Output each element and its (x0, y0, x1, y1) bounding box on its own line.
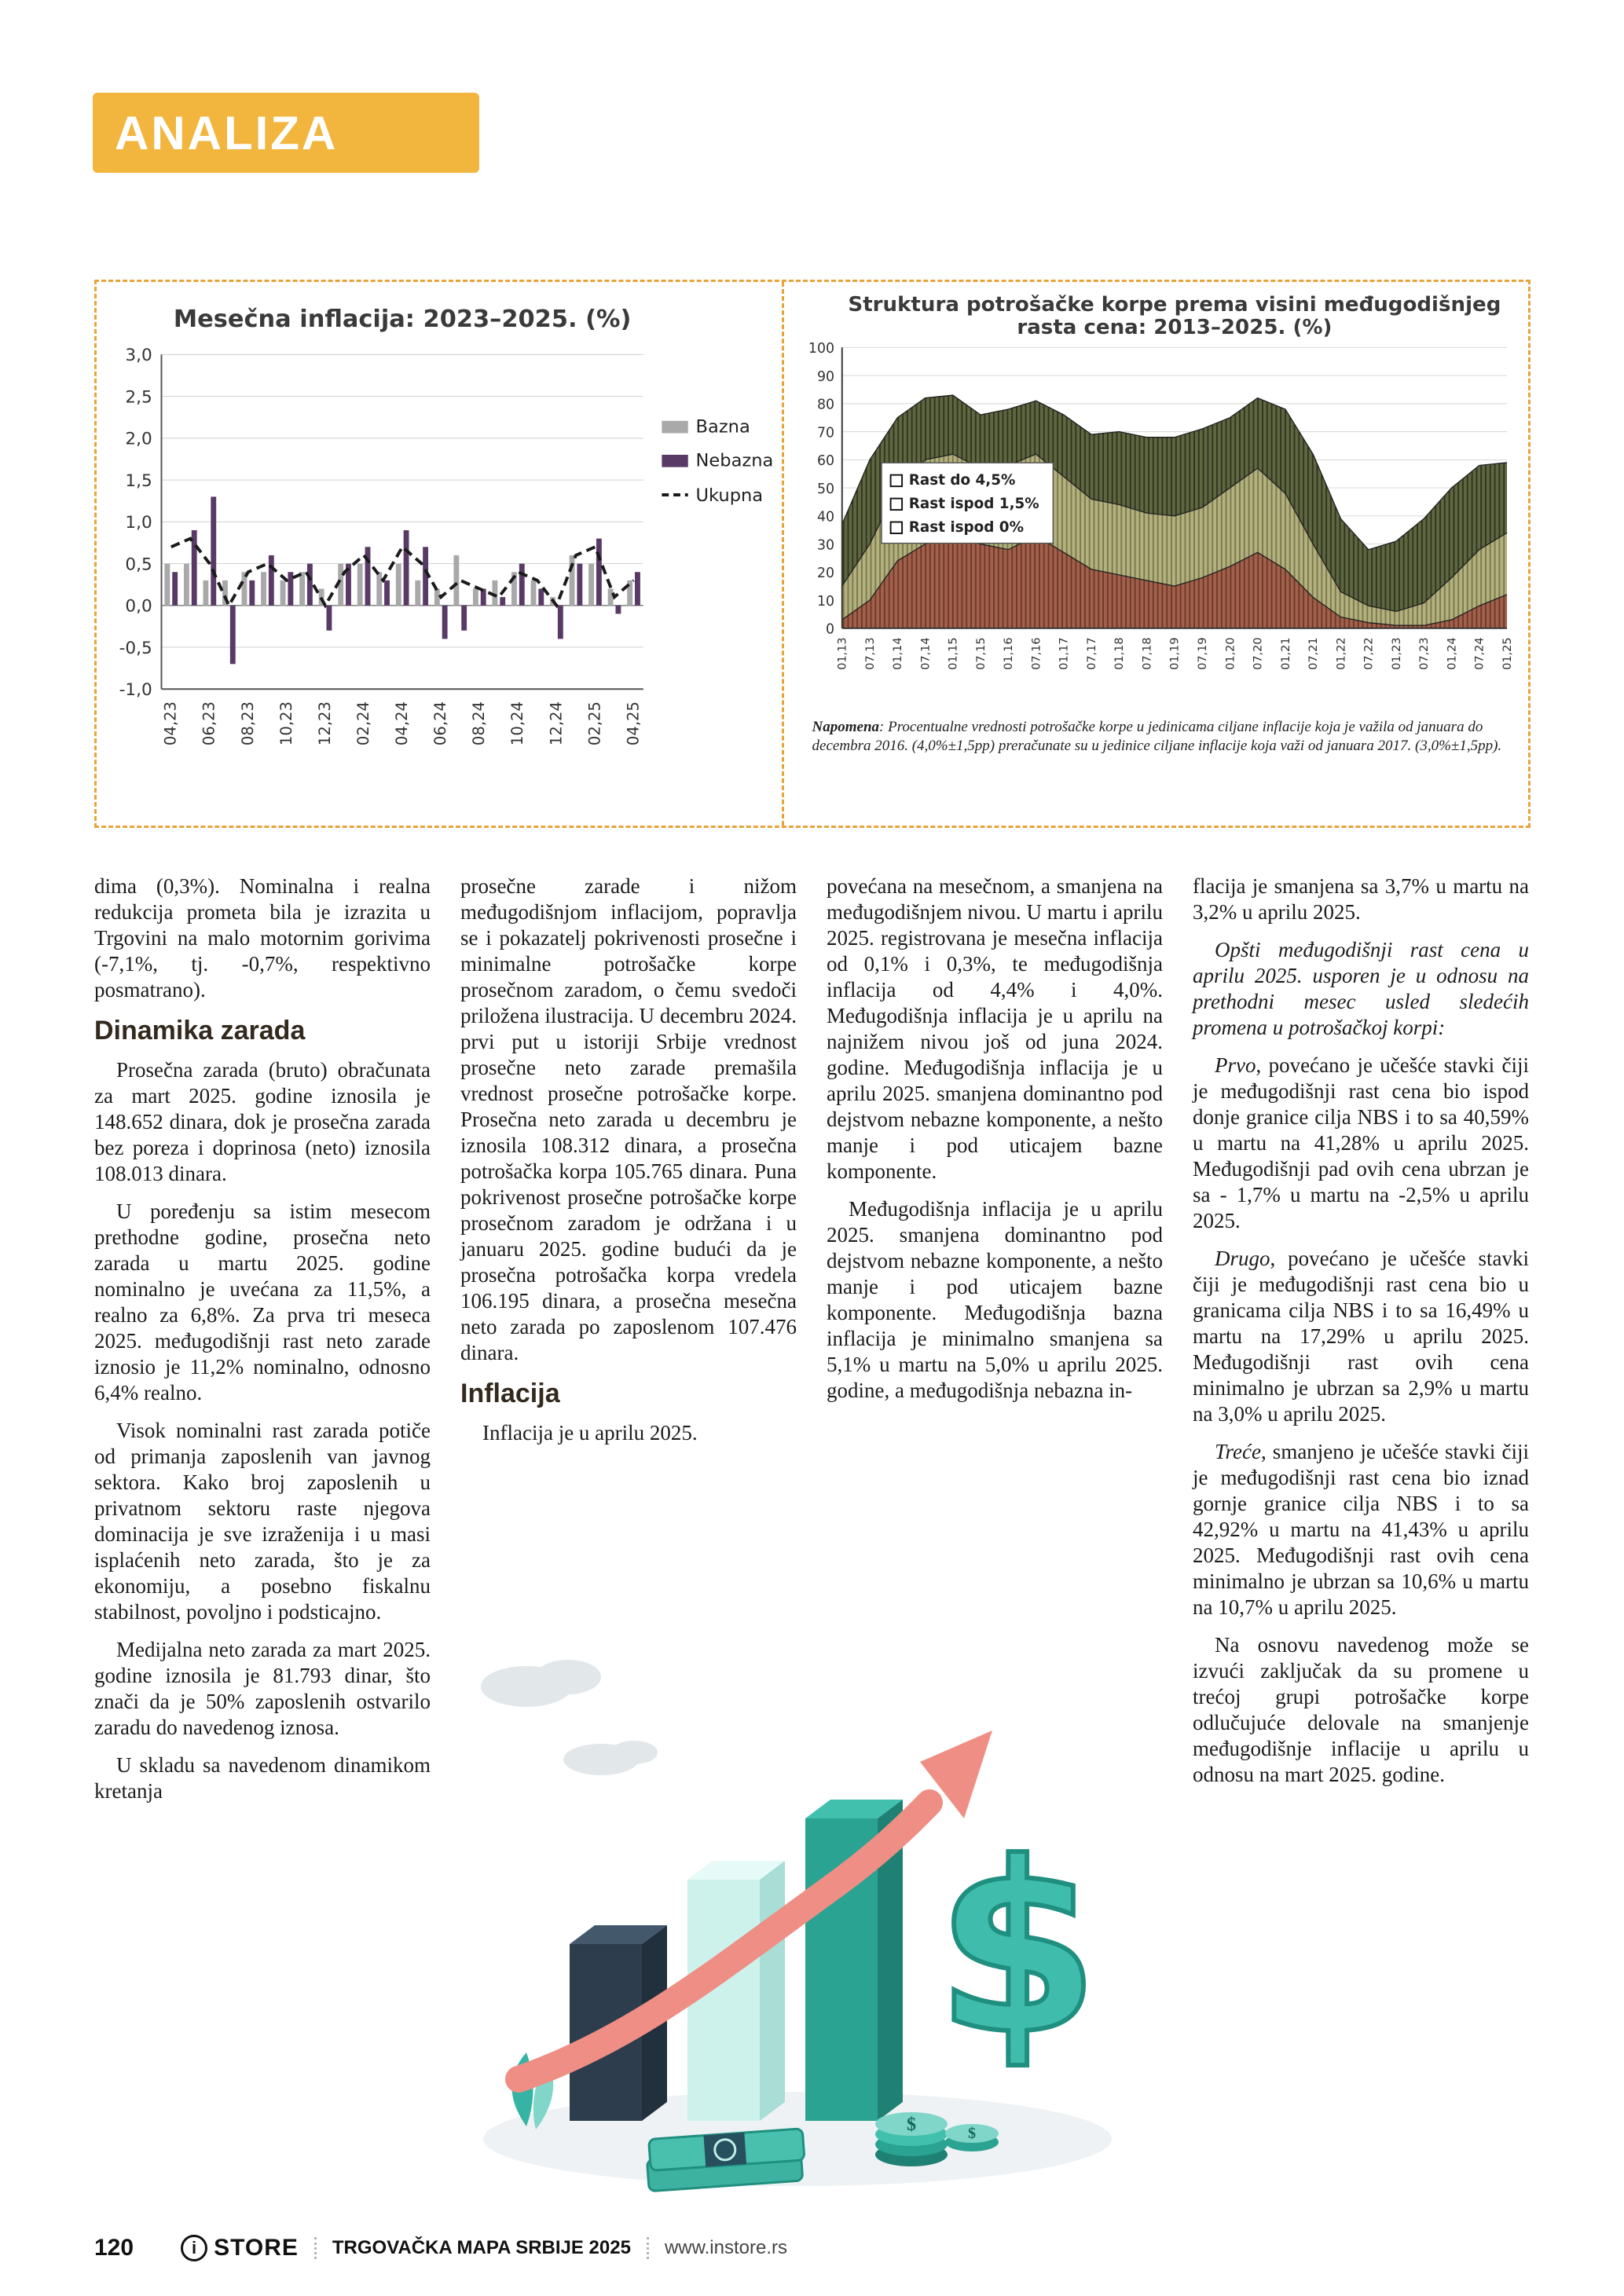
svg-text:07,23: 07,23 (1417, 637, 1431, 670)
svg-text:50: 50 (816, 481, 834, 497)
svg-text:60: 60 (816, 453, 834, 470)
svg-text:Struktura potrošačke korpe pr: Struktura potrošačke korpe prema visini međugodišnjeg (847, 292, 1501, 317)
svg-text:06,24: 06,24 (431, 701, 450, 746)
paragraph-text: , povećano je učešće stavki čiji je međugodišnji rast cena bio u granicama cilja NBS i to sa 16,49% u martu na 17,29% u aprilu 2025. Međugodišnji rast ovih cena minimalno je ubrzan sa 2,9% u martu na 3,0% u aprilu 2025. (1193, 1247, 1529, 1426)
page-title: ANALIZA (115, 106, 339, 159)
svg-text:100: 100 (808, 341, 834, 357)
paragraph-text: Treće (1215, 1440, 1261, 1463)
svg-text:30: 30 (816, 537, 834, 554)
svg-text:70: 70 (816, 425, 834, 441)
svg-text:-1,0: -1,0 (119, 680, 152, 701)
section-band (93, 93, 479, 173)
section-heading: Inflacija (460, 1379, 560, 1408)
paragraph-text: Opšti međugodišnji rast cena u aprilu 2025. usporen je u odnosu na prethodni mesec usled sledećih promena u potrošačkoj korpi: (1193, 938, 1529, 1039)
paragraph (94, 1752, 431, 1804)
svg-text:07,18: 07,18 (1141, 637, 1154, 670)
svg-text:07,15: 07,15 (974, 637, 988, 670)
svg-text:08,23: 08,23 (238, 701, 257, 746)
paragraph (1193, 937, 1529, 1041)
svg-text:01,24: 01,24 (1445, 637, 1458, 670)
svg-text:01,20: 01,20 (1223, 637, 1237, 670)
svg-text:2,5: 2,5 (125, 387, 152, 408)
footer-divider (314, 2237, 317, 2259)
svg-text:01,15: 01,15 (947, 637, 960, 670)
paragraph (460, 873, 797, 1366)
svg-text:07,21: 07,21 (1307, 637, 1320, 670)
page-footer (94, 2229, 1531, 2267)
footer-divider (647, 2237, 649, 2259)
paragraph-text: Međugodišnja inflacija je u aprilu 2025. smanjena dominantno pod dejstvom nebazne komponente, a nešto manje i pod uticajem bazne komponente. Međugodišnja bazna inflacija je minimalno smanjena sa 5,1% u martu na 5,0% u aprilu 2025. godine, a međugodišnja nebazna in- (827, 1197, 1163, 1402)
svg-text:10,24: 10,24 (508, 701, 527, 746)
cloud-icon (481, 1660, 658, 1775)
paragraph (1193, 1632, 1529, 1788)
svg-text:07,17: 07,17 (1085, 637, 1098, 670)
paragraph-text: povećana na mesečnom, a smanjena na međugodišnjem nivou. U martu i aprilu 2025. registrovana je mesečna inflacija od 0,1% i 0,3%, te međugodišnja inflacija od 4,4% i 4,0%. Međugodišnja inflacija je u aprilu na najnižem nivou još od juna 2024. godine. Međugodišnja inflacija je u aprilu 2025. smanjena dominantno pod dejstvom nebazne komponente, a nešto manje i pod uticajem bazne komponente. (827, 874, 1163, 1183)
chart-note (792, 713, 1520, 756)
svg-text:07,19: 07,19 (1196, 637, 1209, 670)
paragraph (827, 873, 1163, 1185)
paragraph-text: Na osnovu navedenog može se izvući zaključak da su promene u trećoj grupi potrošačke korpe odlučujuće delovale na smanjenje međugodišnje inflacije u aprilu u odnosu na mart 2025. godine. (1193, 1633, 1529, 1786)
paragraph (1193, 1439, 1529, 1620)
svg-text:07,13: 07,13 (863, 637, 877, 670)
paragraph-text: Visok nominalni rast zarada potiče od primanja zaposlenih van javnog sektora. Kako broj zaposlenih u privatnom sektoru raste njegova dominacija je sve izraženija i u masi isplaćenih neto zarada, što je za ekonomiju, a posebno fiskalnu stabilnost, povoljno i podsticajno. (94, 1419, 431, 1624)
financial-growth-illustration (452, 1630, 1143, 2203)
svg-text:07,22: 07,22 (1362, 637, 1376, 670)
paragraph-text: dima (0,3%). Nominalna i realna redukcija prometa bila je izrazita u Trgovini na malo motornim gorivima (-7,1%, tj. -0,7%, respektivno posmatrano). (94, 874, 431, 1002)
svg-text:08,24: 08,24 (470, 701, 489, 746)
paragraph (94, 1418, 431, 1625)
svg-text:07,24: 07,24 (1473, 637, 1487, 670)
svg-text:Nebazna: Nebazna (695, 450, 774, 471)
svg-text:90: 90 (816, 368, 834, 385)
svg-text:Rast ispod 0%: Rast ispod 0% (908, 519, 1024, 536)
dollar-sign-icon: $ (935, 1812, 1100, 2086)
monthly-inflation-chart (100, 288, 779, 789)
svg-text:$: $ (968, 2125, 976, 2142)
svg-text:0,0: 0,0 (125, 596, 152, 617)
article-column (1193, 873, 1529, 2209)
svg-text:07,20: 07,20 (1252, 637, 1265, 670)
paragraph-text: Inflacija je u aprilu 2025. (482, 1421, 698, 1445)
paragraph-text: Drugo (1215, 1247, 1270, 1270)
svg-text:02,24: 02,24 (354, 701, 372, 746)
footer-website-link[interactable]: www.instore.rs (664, 2237, 787, 2258)
basket-structure-chart-container (784, 282, 1528, 826)
instore-logo (181, 2235, 299, 2261)
svg-text:rasta cena: 2013–2025. (%): rasta cena: 2013–2025. (%) (1016, 315, 1332, 339)
svg-text:07,14: 07,14 (918, 637, 932, 670)
section-heading: Dinamika zarada (94, 1016, 306, 1045)
svg-text:06,23: 06,23 (200, 701, 218, 746)
svg-text:01,23: 01,23 (1390, 637, 1403, 670)
paragraph-text: Medijalna neto zarada za mart 2025. godine iznosila je 81.793 dinar, što znači da je 50% zaposlenih ostvarilo zaradu do navedenog iznosa. (94, 1638, 431, 1739)
svg-text:12,23: 12,23 (315, 701, 334, 746)
paragraph-text: prosečne zarade i nižom međugodišnjom inflacijom, popravlja se i pokazatelj pokrivenosti prosečne i minimalne potrošačke korpe prosečnom zaradom, o čemu svedoči priložena ilustracija. U decembru 2024. prvi put u istoriji Srbije vrednost prosečne neto zarade premašila vrednost prosečne potrošačke korpe. Prosečna neto zarada u decembru je iznosila 108.312 dinara, a prosečna potrošačka korpa 105.765 dinara. Puna pokrivenost prosečne potrošačke korpe prosečnom zaradom je održana i u januaru 2025. godine budući da je prosečna potrošačka korpa vredela 106.195 dinara, a prosečna mesečna neto zarada po zaposlenom 107.476 dinara. (460, 874, 797, 1364)
paragraph-text: Prosečna zarada (bruto) obračunata za mart 2025. godine iznosila je 148.652 dinara, dok je prosečna zarada bez poreza i doprinosa (neto) iznosila 108.013 dinara. (94, 1058, 431, 1185)
paragraph-text: flacija je smanjena sa 3,7% u martu na 3,2% u aprilu 2025. (1193, 874, 1529, 924)
paragraph (94, 873, 431, 1003)
paragraph (1193, 873, 1529, 925)
svg-text:10,23: 10,23 (277, 701, 295, 746)
paragraph (94, 1199, 431, 1406)
footer-section-title: TRGOVAČKA MAPA SRBIJE 2025 (332, 2237, 631, 2258)
basket-structure-chart (792, 288, 1520, 713)
svg-text:01,22: 01,22 (1334, 637, 1347, 670)
svg-text:01,19: 01,19 (1168, 637, 1182, 670)
svg-text:04,24: 04,24 (393, 701, 412, 746)
svg-text:12,24: 12,24 (547, 701, 566, 746)
paragraph-text: U poređenju sa istim mesecom prethodne godine, prosečna neto zarada u martu 2025. godine nominalno je uvećana za 11,5%, a realno za 6,8%. Za prva tri meseca 2025. međugodišnji rast neto zarade iznosio je 11,2% nominalno, odnosno 6,4% realno. (94, 1199, 431, 1404)
svg-text:1,0: 1,0 (125, 513, 152, 533)
svg-text:04,23: 04,23 (161, 701, 180, 746)
svg-text:20: 20 (816, 566, 834, 582)
svg-text:3,0: 3,0 (125, 346, 152, 366)
svg-text:02,25: 02,25 (585, 701, 604, 746)
svg-text:Mesečna inflacija: 2023–2025.: Mesečna inflacija: 2023–2025. (%) (173, 306, 632, 334)
page-number: 120 (94, 2235, 134, 2261)
svg-text:2,0: 2,0 (125, 429, 152, 449)
svg-text:80: 80 (816, 397, 834, 413)
svg-text:Bazna: Bazna (695, 416, 750, 438)
svg-text:0: 0 (825, 621, 834, 638)
svg-text:01,14: 01,14 (891, 637, 904, 670)
chart-note-label: Napomena (812, 719, 880, 735)
paragraph (1193, 1246, 1529, 1427)
monthly-inflation-chart-container (97, 282, 784, 826)
article-column (94, 873, 431, 2209)
charts-panel (94, 280, 1531, 828)
paragraph-text: U skladu sa navedenom dinamikom kretanja (94, 1753, 431, 1803)
svg-text:01,17: 01,17 (1058, 637, 1071, 670)
svg-text:01,21: 01,21 (1279, 637, 1292, 670)
instore-logo-text: STORE (214, 2235, 299, 2261)
paragraph (94, 1057, 431, 1187)
paragraph (94, 1637, 431, 1741)
svg-text:10: 10 (816, 593, 834, 610)
svg-text:01,25: 01,25 (1501, 637, 1514, 670)
svg-text:Rast ispod 1,5%: Rast ispod 1,5% (908, 496, 1039, 513)
svg-text:01,18: 01,18 (1113, 637, 1126, 670)
instore-logo-icon: i (181, 2235, 207, 2261)
paragraph (460, 1420, 797, 1446)
svg-text:Rast do 4,5%: Rast do 4,5% (908, 472, 1015, 489)
paragraph-text: , smanjeno je učešće stavki čiji je međugodišnji rast cena bio iznad gornje granice cilja NBS i to sa 42,92% u martu na 41,43% u aprilu 2025. Međugodišnji rast ovih cena minimalno je ubrzan sa 10,6% u martu na 10,7% u aprilu 2025. (1193, 1440, 1529, 1619)
svg-text:1,5: 1,5 (125, 471, 152, 491)
svg-text:07,16: 07,16 (1029, 637, 1043, 670)
svg-text:0,5: 0,5 (125, 555, 152, 575)
svg-text:40: 40 (816, 509, 834, 525)
money-bills-icon (646, 2129, 806, 2192)
paragraph-text: Prvo (1215, 1053, 1256, 1077)
chart-note-text: : Procentualne vrednosti potrošačke korpe u jedinicama ciljane inflacije koja je važila od januara do decembra 2016. (4,0%±1,5pp) preračunate su u jedinice ciljane inflacije koja važi od januara 2017. (3,0%±1,5pp). (812, 719, 1502, 754)
svg-text:Ukupna: Ukupna (695, 485, 764, 506)
svg-text:01,13: 01,13 (836, 637, 849, 670)
svg-text:-0,5: -0,5 (119, 638, 152, 658)
paragraph (827, 1196, 1163, 1404)
svg-text:01,16: 01,16 (1002, 637, 1015, 670)
svg-text:$: $ (907, 2115, 916, 2135)
svg-text:04,25: 04,25 (624, 701, 643, 746)
paragraph-text: , povećano je učešće stavki čiji je međugodišnji rast cena bio ispod donje granice cilja NBS i to sa 40,59% u martu na 41,28% u aprilu 2025. Međugodišnji pad ovih cena ubrzan je sa - 1,7% u martu na -2,5% u aprilu 2025. (1193, 1053, 1529, 1232)
paragraph (1193, 1053, 1529, 1234)
